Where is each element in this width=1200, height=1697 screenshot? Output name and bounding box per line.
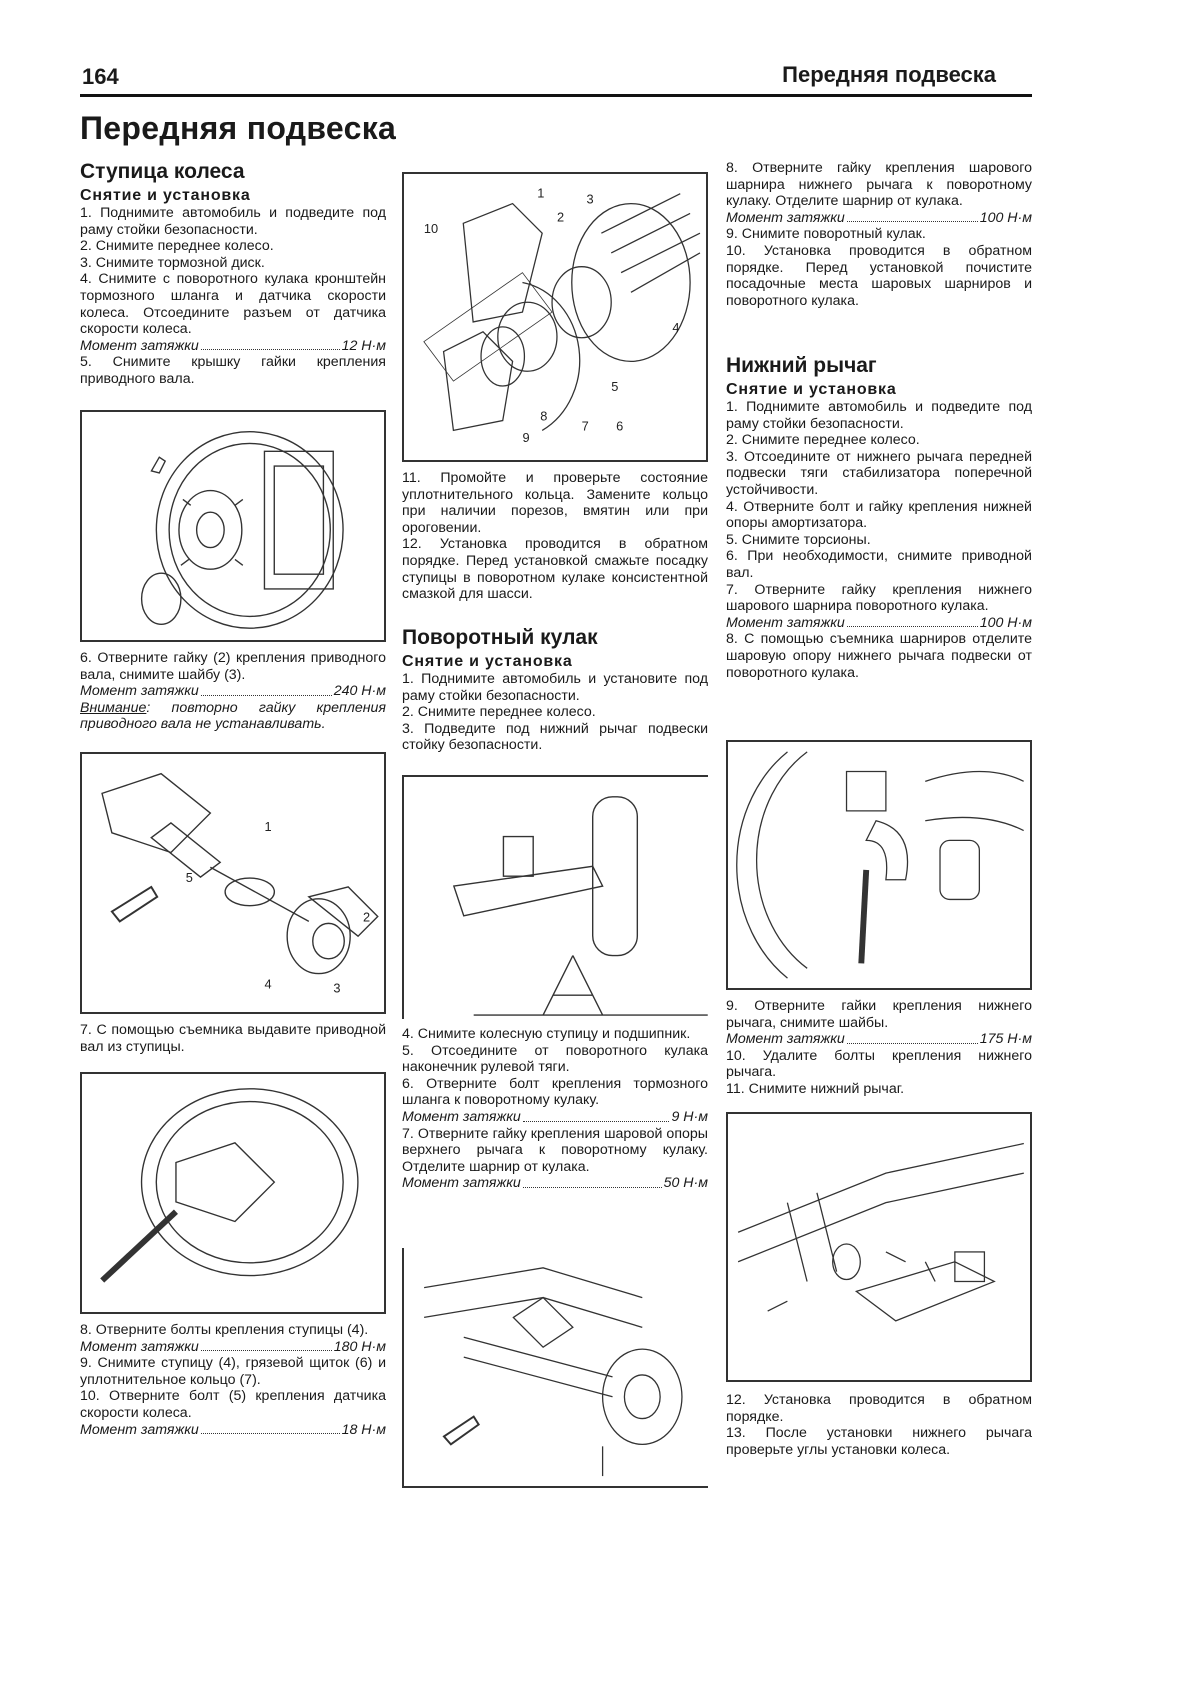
step: 2. Снимите переднее колесо.	[402, 704, 596, 721]
torque-label: Момент затяжки	[726, 614, 845, 631]
torque-value: 180 Н·м	[333, 1338, 386, 1355]
svg-text:4: 4	[264, 976, 272, 992]
step: 10. Установка проводится в обратном порядке. Перед установкой почистите посадочные места шаровых шарниров и поворотного кулака.	[726, 242, 1032, 309]
step: 3. Подведите под нижний рычаг подвески стойку безопасности.	[402, 720, 708, 754]
warning-note	[80, 700, 386, 733]
step: 7. С помощью съемника выдавите приводной вал из ступицы.	[80, 1022, 386, 1055]
figure-safety-stand	[402, 775, 708, 1019]
torque-spec	[402, 1175, 708, 1192]
svg-text:1: 1	[264, 818, 272, 834]
svg-text:10: 10	[423, 221, 439, 237]
svg-text:8: 8	[540, 408, 548, 424]
figure-ball-joint-puller	[726, 740, 1032, 990]
step: 6. Отверните болт крепления тормозного шланга к поворотному кулаку.	[402, 1075, 708, 1109]
step: 7. Отверните гайку крепления нижнего шарового шарнира поворотного кулака.	[726, 581, 1032, 615]
torque-label: Момент затяжки	[726, 1031, 845, 1048]
figure-lower-arm-frame	[726, 1112, 1032, 1382]
torque-spec	[726, 1031, 1032, 1048]
puller-illustration	[82, 1074, 384, 1312]
step: 1. Поднимите автомобиль и установите под раму стойки безопасности.	[402, 671, 708, 704]
step: 2. Снимите переднее колесо.	[80, 238, 274, 255]
step: 2. Снимите переднее колесо.	[726, 432, 920, 449]
hub-section-bottom	[80, 1322, 386, 1438]
figure-hub-cap	[80, 410, 386, 642]
step: 11. Промойте и проверьте состояние уплотнительного кольца. Замените кольцо при наличии порезов, вмятин или при ороговении.	[402, 470, 708, 536]
page-number: 164	[82, 64, 119, 89]
step: 13. После установки нижнего рычага проверьте углы установки колеса.	[726, 1425, 1032, 1458]
torque-value: 240 Н·м	[333, 683, 386, 700]
torque-label: Момент затяжки	[80, 1421, 199, 1438]
svg-text:4: 4	[672, 319, 680, 335]
step: 12. Установка проводится в обратном порядке. Перед установкой смажьте посадку ступицы в поворотном кулаке консистентной смазкой для шасси.	[402, 536, 708, 603]
direction-arrow-icon	[151, 457, 165, 473]
svg-text:9: 9	[522, 430, 530, 446]
step: 5. Отсоедините от поворотного кулака наконечник рулевой тяги.	[402, 1042, 708, 1076]
hub-section-cont	[402, 470, 708, 603]
svg-text:7: 7	[581, 418, 589, 434]
svg-text:6: 6	[616, 418, 624, 434]
torque-spec	[80, 338, 386, 355]
section-title-hub: Ступица колеса	[80, 160, 245, 183]
step: 9. Снимите ступицу (4), грязевой щиток (6) и уплотнительное кольцо (7).	[80, 1355, 386, 1388]
knuckle-section-top	[402, 626, 708, 754]
safety-stand-illustration	[404, 777, 708, 1019]
hub-section-top	[80, 160, 386, 388]
step: 5. Снимите крышку гайки крепления приводного вала.	[80, 354, 386, 387]
warning-label: Внимание	[80, 699, 147, 716]
exploded-hub-illustration	[404, 174, 706, 460]
step: 5. Снимите торсионы.	[726, 531, 871, 548]
svg-text:1: 1	[537, 185, 545, 201]
page-header	[80, 60, 1032, 97]
step: 10. Удалите болты крепления нижнего рычага.	[726, 1047, 1032, 1081]
torque-label: Момент затяжки	[726, 209, 845, 226]
torque-label: Момент затяжки	[80, 1338, 199, 1355]
lower-arm-section-mid	[726, 998, 1032, 1098]
svg-text:2: 2	[556, 209, 565, 225]
section-subtitle: Снятие и установка	[726, 381, 897, 398]
step: 9. Снимите поворотный кулак.	[726, 226, 926, 243]
step: 6. При необходимости, снимите приводной вал.	[726, 548, 1032, 581]
step: 4. Снимите колесную ступицу и подшипник.	[402, 1026, 691, 1042]
running-title: Передняя подвеска	[782, 62, 996, 87]
warning-text: : повторно гайку крепления приводного вала не устанавливать.	[80, 699, 386, 733]
direction-arrow-icon	[444, 1417, 479, 1445]
step: 8. С помощью съемника шарниров отделите шаровую опору нижнего рычага подвески от поворотного кулака.	[726, 631, 1032, 681]
step: 9. Отверните гайки крепления нижнего рычага, снимите шайбы.	[726, 998, 1032, 1031]
hub-section-mid	[80, 650, 386, 733]
step: 1. Поднимите автомобиль и подведите под раму стойки безопасности.	[726, 399, 1032, 432]
knuckle-section-cont	[726, 160, 1032, 309]
torque-value: 50 Н·м	[663, 1175, 708, 1192]
section-subtitle: Снятие и установка	[402, 653, 573, 670]
step: 7. Отверните гайку крепления шаровой опоры верхнего рычага к поворотному кулаку. Отделите шарнир от кулака.	[402, 1125, 708, 1175]
torque-value: 9 Н·м	[671, 1108, 708, 1125]
torque-spec	[726, 210, 1032, 227]
torque-spec	[80, 1339, 386, 1356]
lower-arm-section-top	[726, 354, 1032, 681]
torque-value: 12 Н·м	[341, 337, 386, 354]
step: 8. Отверните гайку крепления шарового шарнира нижнего рычага к поворотному кулаку. Отделите шарнир от кулака.	[726, 160, 1032, 210]
svg-text:5: 5	[611, 378, 619, 394]
front-suspension-illustration	[404, 1248, 708, 1486]
lower-arm-frame-illustration	[728, 1114, 1030, 1380]
figure-front-suspension	[402, 1248, 708, 1488]
svg-text:2: 2	[362, 909, 371, 925]
torque-value: 100 Н·м	[979, 614, 1032, 631]
step: 3. Снимите тормозной диск.	[80, 254, 265, 271]
knuckle-section-mid	[402, 1026, 708, 1192]
step: 1. Поднимите автомобиль и подведите под раму стойки безопасности.	[80, 205, 386, 238]
torque-label: Момент затяжки	[402, 1175, 521, 1192]
section-title-knuckle: Поворотный кулак	[402, 626, 598, 649]
driveshaft-illustration	[82, 754, 384, 1012]
step: 6. Отверните гайку (2) крепления приводного вала, снимите шайбу (3).	[80, 650, 386, 683]
torque-value: 175 Н·м	[979, 1031, 1032, 1048]
section-subtitle: Снятие и установка	[80, 187, 251, 204]
torque-label: Момент затяжки	[402, 1108, 521, 1125]
step: 3. Отсоедините от нижнего рычага передней подвески тяги стабилизатора поперечной устойчивости.	[726, 448, 1032, 498]
torque-label: Момент затяжки	[80, 337, 199, 354]
step: 4. Снимите с поворотного кулака кронштейн тормозного шланга и датчика скорости колеса. Отсоедините разъем от датчика скорости колеса.	[80, 271, 386, 338]
page-title: Передняя подвеска	[80, 110, 397, 146]
step: 12. Установка проводится в обратном порядке.	[726, 1392, 1032, 1425]
step: 4. Отверните болт и гайку крепления нижней опоры амортизатора.	[726, 498, 1032, 532]
figure-hub-puller	[80, 1072, 386, 1314]
step: 11. Снимите нижний рычаг.	[726, 1080, 905, 1097]
torque-value: 100 Н·м	[979, 209, 1032, 226]
svg-text:3: 3	[586, 191, 594, 207]
torque-value: 18 Н·м	[341, 1421, 386, 1438]
torque-label: Момент затяжки	[80, 683, 199, 700]
torque-spec	[402, 1109, 708, 1126]
step: 10. Отверните болт (5) крепления датчика скорости колеса.	[80, 1388, 386, 1421]
torque-spec	[80, 1422, 386, 1439]
lower-arm-section-bottom	[726, 1392, 1032, 1458]
torque-spec	[80, 683, 386, 700]
figure-exploded-hub	[402, 172, 708, 462]
svg-text:5: 5	[185, 870, 193, 886]
hub-illustration	[82, 412, 384, 640]
ball-joint-puller-illustration	[728, 742, 1030, 988]
direction-arrow-icon	[112, 887, 157, 921]
section-title-lower-arm: Нижний рычаг	[726, 354, 877, 377]
torque-spec	[726, 615, 1032, 632]
hub-section-s7	[80, 1022, 386, 1055]
step: 8. Отверните болты крепления ступицы (4).	[80, 1322, 369, 1338]
svg-text:3: 3	[333, 980, 341, 996]
figure-driveshaft	[80, 752, 386, 1014]
